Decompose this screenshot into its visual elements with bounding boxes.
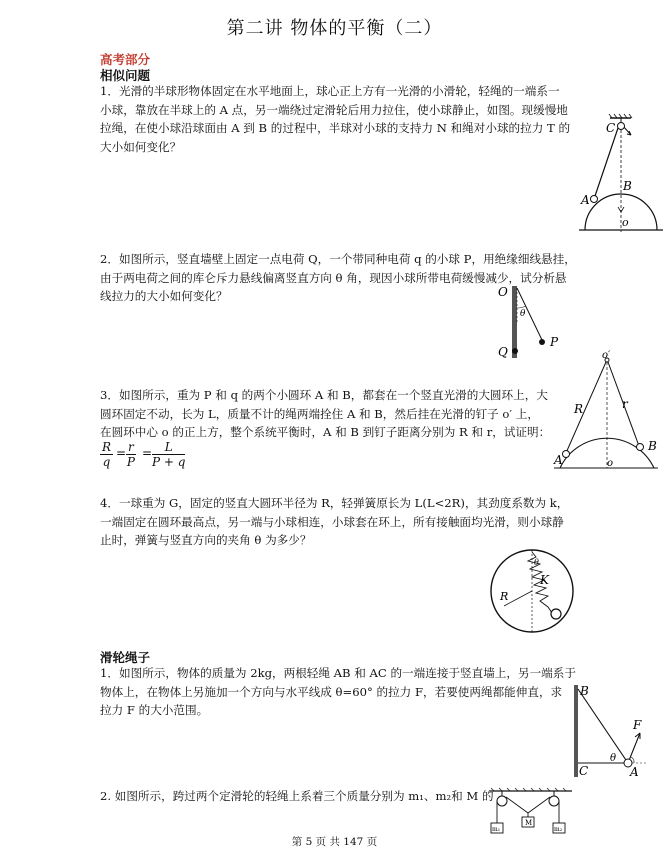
fig3-label-o-prime: o′ [602, 350, 611, 361]
fig5-label-theta: θ [610, 753, 617, 764]
fig5-label-c: C [579, 764, 589, 778]
problem-5-text [100, 664, 576, 720]
formula-fraction-2 [126, 440, 136, 469]
fig3-label-a: A [554, 453, 563, 467]
problem-3-text [100, 386, 550, 442]
problem-4-line: 一端固定在圆环最高点，另一端与小球相连，小球套在环上，所有接触面均光滑，则小球静 [100, 514, 564, 529]
formula-2-denominator: P [126, 455, 135, 469]
fig6-label-m1: m₁ [492, 826, 501, 833]
section-heading-gaokao: 高考部分 [100, 52, 151, 67]
problem-2-line: 2．如图所示，竖直墙壁上固定一点电荷 Q，一个带同种电荷 q 的小球 P，用绝缘细线悬挂， [100, 252, 576, 266]
fig3-label-o: o [607, 458, 614, 469]
problem-1-text [100, 82, 570, 156]
formula-3-denominator: P + q [152, 455, 186, 469]
subsection-heading-similar: 相似问题 [100, 68, 151, 83]
page-number-footer: 第 5 页 共 147 页 [291, 836, 378, 848]
formula-1-denominator: q [102, 455, 111, 469]
figure-ring-nail [550, 350, 660, 472]
fig1-label-b: B [623, 179, 632, 193]
fig6-label-m2: m₂ [554, 826, 563, 833]
formula-equals-2: = [142, 446, 153, 460]
problem-3-line: 3．如图所示，重为 P 和 q 的两个小圆环 A 和 B，都套在一个竖直光滑的大圆环上，大 [100, 388, 548, 402]
fig2-label-p: P [550, 335, 559, 349]
fig3-label-r-small: r [622, 397, 628, 411]
problem-5-line: 物体上，在物体上另施加一个方向与水平线成 θ=60° 的拉力 F，若要使两绳都能伸直，求 [100, 684, 563, 699]
problem-5-line: 1．如图所示，物体的质量为 2kg，两根轻绳 AB 和 AC 的一端连接于竖直墙上，另一端系于 [100, 666, 576, 680]
fig5-label-f: F [633, 718, 642, 732]
problem-4-line: 4．一球重为 G，固定的竖直大圆环半径为 R，轻弹簧原长为 L(L<2R)，其劲度系数为 k， [100, 496, 569, 510]
fig4-label-k: K [540, 573, 549, 587]
formula-1-numerator: R [102, 440, 112, 454]
formula-2-numerator: r [128, 440, 134, 454]
formula-equals-1: = [116, 446, 127, 460]
fig4-label-r: R [500, 590, 509, 603]
problem-6-text [100, 787, 494, 806]
figure-ring-spring [482, 548, 582, 634]
fig5-label-b: B [580, 684, 589, 698]
problem-4-text [100, 494, 568, 550]
problem-4-line: 止时，弹簧与竖直方向的夹角 θ 为多少？ [100, 533, 312, 547]
problem-1-line: 拉绳，在使小球沿球面由 A 到 B 的过程中，半球对小球的支持力 N 和绳对小球的拉力 T 的 [100, 121, 571, 135]
problem-3-line: 在圆环中心 o 的正上方，整个系统平衡时，A 和 B 到钉子距离分别为 R 和 r，试证明： [100, 425, 551, 439]
problem-1-line: 小球，靠放在半球上的 A 点，另一端绕过定滑轮后用力拉住，使小球静止，如图。现缓慢地 [100, 102, 568, 117]
fig4-label-theta: θ [534, 558, 539, 567]
problem-2-line: 线拉力的大小如何变化？ [100, 289, 228, 303]
fig3-label-r-big: R [574, 402, 584, 416]
figure-pulleys-masses [486, 787, 576, 835]
fig2-label-q: Q [498, 345, 508, 359]
fig1-label-a: A [581, 193, 590, 207]
problem-5-line: 拉力 F 的大小范围。 [100, 703, 209, 717]
formula-fraction-1 [100, 440, 113, 469]
formula-fraction-3 [152, 440, 185, 469]
subsection-heading-pulley: 滑轮绳子 [100, 650, 151, 665]
fig3-label-b: B [648, 439, 657, 453]
fig1-label-c: C [606, 121, 616, 135]
fig6-label-m-big: M [525, 819, 533, 827]
fig1-label-o: o [622, 216, 629, 229]
page-title: 第二讲 物体的平衡（二） [226, 18, 443, 39]
figure-hemisphere-pulley [565, 112, 665, 237]
problem-2-line: 由于两电荷之间的库仑斥力悬线偏离竖直方向 θ 角，现因小球所带电荷缓慢减少，试分析悬 [100, 270, 567, 285]
problem-3-line: 圆环固定不动，长为 L，质量不计的绳两端拴住 A 和 B，然后挂在光滑的钉子 o′ 上， [100, 406, 539, 421]
problem-6-line: 2. 如图所示，跨过两个定滑轮的轻绳上系着三个质量分别为 m₁、m₂和 M 的 [100, 789, 494, 803]
problem-1-line: 1．光滑的半球形物体固定在水平地面上，球心正上方有一光滑的小滑轮，轻绳的一端系一 [100, 84, 560, 98]
fig2-label-o: O [498, 285, 508, 299]
fig2-label-theta: θ [520, 309, 526, 319]
formula-3-numerator: L [152, 440, 185, 455]
problem-1-line: 大小如何变化？ [100, 139, 182, 154]
fig5-label-a: A [630, 765, 639, 779]
figure-wall-ropes-force [570, 683, 650, 781]
